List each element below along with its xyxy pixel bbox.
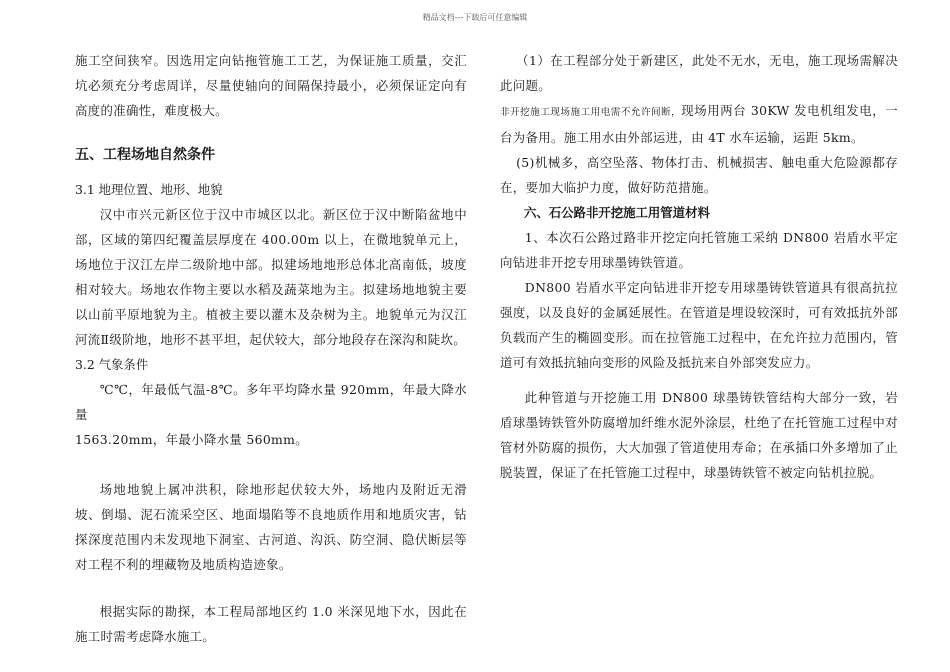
groundwater-paragraph: 根据实际的勘探，本工程局部地区约 1.0 米深见地下水，因此在施工时需考虑降水施工。 — [75, 604, 467, 644]
section-title-pipe-materials: 六、石公路非开挖施工用管道材料 — [524, 205, 710, 220]
spacer — [75, 577, 467, 599]
power-note: 非开挖施工现场施工用电需不允许间断， — [500, 107, 682, 118]
right-column — [500, 48, 898, 485]
pipe-structure-paragraph: 此种管道与开挖施工用 DN800 球墨铸铁管结构大部分一致，岩盾球墨铸铁管外防腐增加纤维水泥外涂层，杜绝了在托管施工过程中对管材外防腐的损伤，大大加强了管道使用寿命；在承插口外多增加了止脱装置，保证了在托管施工过程中，球墨铸铁管不被定向钻机拉脱。 — [500, 390, 898, 480]
safety-paragraph: (5)机械多，高空坠落、物体打击、机械损害、触电重大危险源都存在，要加大临护力度，做好防范措施。 — [500, 155, 898, 195]
climate-line-2: 1563.20mm，年最小降水量 560mm。 — [75, 432, 308, 447]
generator-paragraph — [500, 98, 898, 150]
geography-paragraph: 汉中市兴元新区位于汉中市城区以北。新区位于汉中断陷盆地中部，区域的第四纪覆盖层厚度在 400.00m 以上，在微地貌单元上，场地位于汉江左岸二级阶地中部。拟建场地地形总体北高南低，坡度相对较大。场地农作物主要以水稻及蔬菜地为主。拟建场地地貌主要以山前平原地貌为主。植被主要以灌木及杂树为主。地貌单元为汉江河流Ⅱ级阶地，地形不甚平坦，起伏较大，部分地段存在深沟和陡坎。 — [75, 207, 467, 347]
subsection-title-climate: 3.2 气象条件 — [75, 357, 149, 372]
intro-paragraph: 施工空间狭窄。因选用定向钻拖管施工工艺，为保证施工质量，交汇坑必须充分考虑周详，尽量使轴向的间隔保持最小，必须保证定向有高度的准确性，难度极大。 — [75, 53, 467, 118]
spacer — [500, 375, 898, 385]
subsection-title-geography: 3.1 地理位置、地形、地貌 — [75, 182, 223, 197]
left-column — [75, 48, 467, 649]
generator-text: 现场用两台 30KW 发电机组发电，一台为备用。施工用水由外部运进，由 4T 水车运输，运距 5km。 — [500, 103, 898, 145]
spacer — [75, 452, 467, 477]
power-water-paragraph: （1）在工程部分处于新建区，此处不无水，无电，施工现场需解决此问题。 — [500, 53, 898, 93]
pipe-intro-paragraph: 1、本次石公路过路非开挖定向托管施工采纳 DN800 岩盾水平定向钻进非开挖专用球墨铸铁管道。 — [500, 230, 898, 270]
section-title-site-conditions: 五、工程场地自然条件 — [75, 147, 215, 163]
pipe-strength-paragraph: DN800 岩盾水平定向钻进非开挖专用球墨铸铁管道具有很高抗拉强度，以及良好的金属延展性。在管道是埋设较深时，可有效抵抗外部负载而产生的椭圆变形。而在拉管施工过程中，在允许拉力范围内，管道可有效抵抗轴向变形的风险及抵抗来自外部突发应力。 — [500, 280, 898, 370]
climate-line-1: ℃℃，年最低气温-8℃。多年平均降水量 920mm，年最大降水量 — [75, 382, 467, 422]
page-header: 精品文档---下载后可任意编辑 — [422, 13, 528, 22]
geology-paragraph: 场地地貌上属冲洪积，除地形起伏较大外，场地内及附近无滑坡、倒塌、泥石流采空区、地面塌陷等不良地质作用和地质灾害，钻探深度范围内未发现地下洞室、古河道、沟浜、防空洞、隐伏断层等对工程不利的埋藏物及地质构造迹象。 — [75, 482, 467, 572]
